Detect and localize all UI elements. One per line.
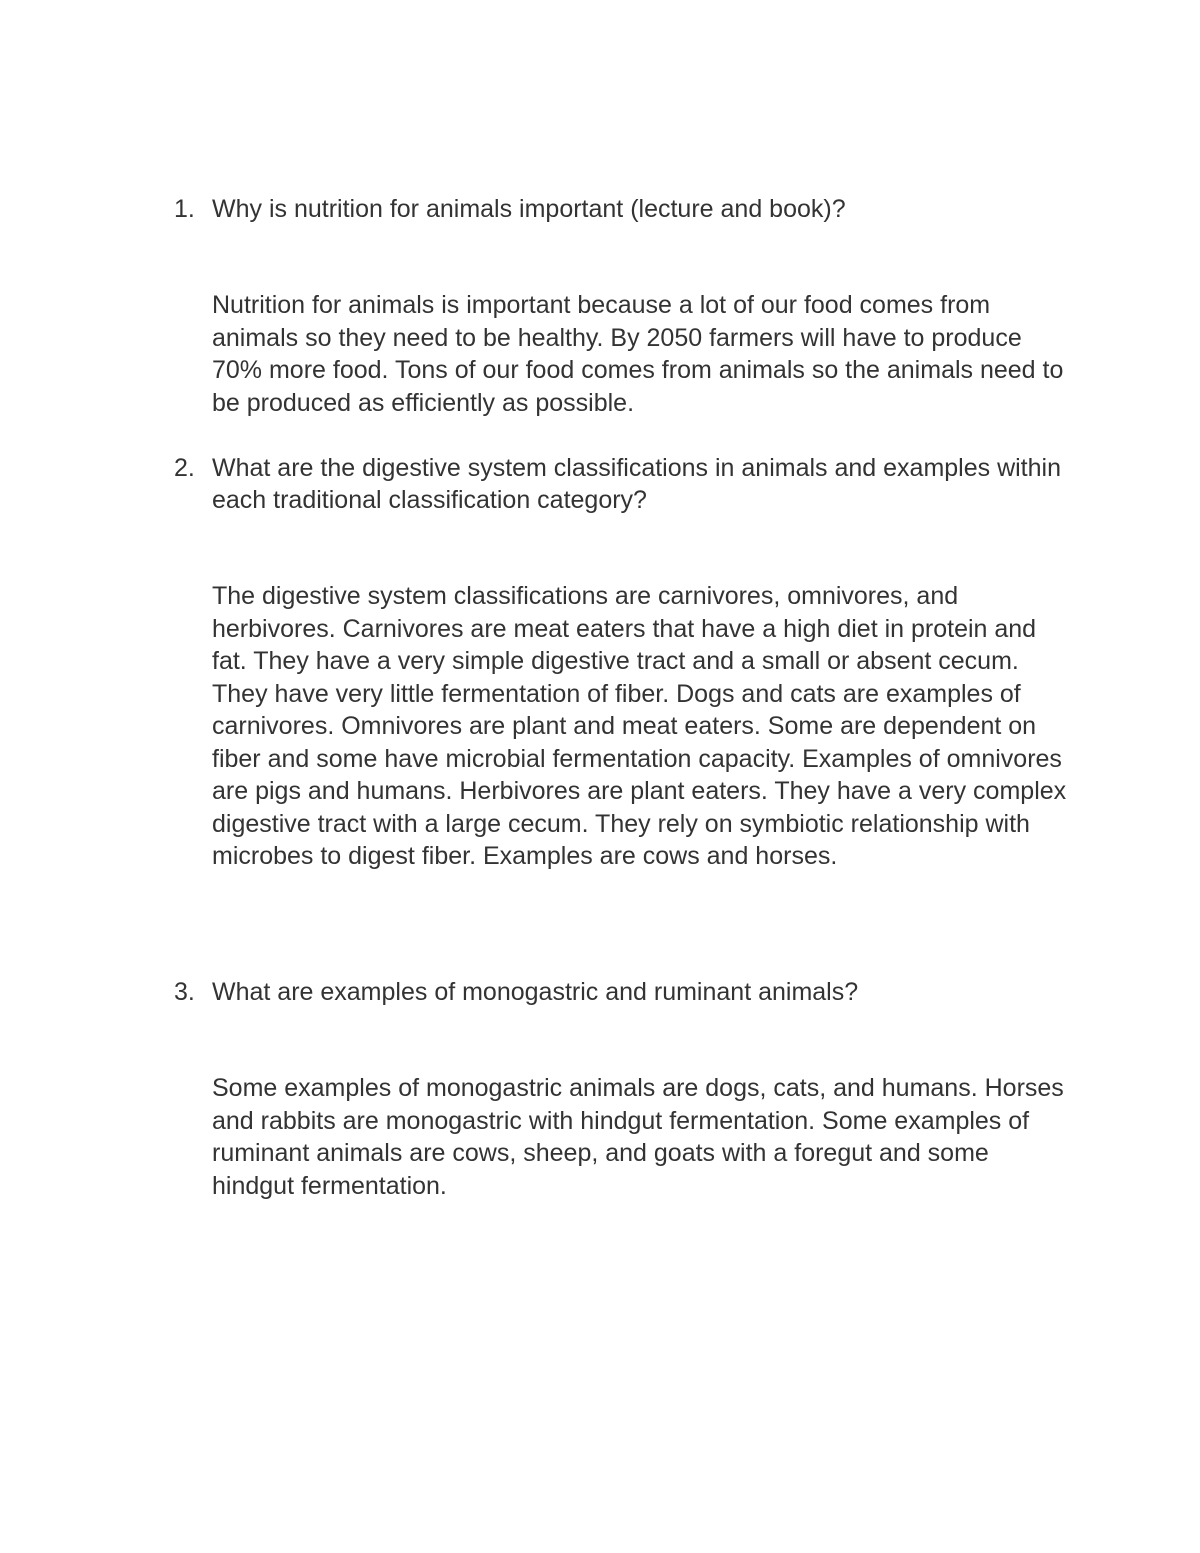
- question-number: 2.: [174, 454, 195, 482]
- question-text: Why is nutrition for animals important (lecture and book)?: [212, 195, 846, 223]
- question-number: 3.: [174, 978, 195, 1006]
- question-text: What are examples of monogastric and ruminant animals?: [212, 978, 859, 1006]
- question-3: [174, 976, 1074, 1008]
- question-block-1: [174, 193, 1074, 419]
- answer-1: Nutrition for animals is important because a lot of our food comes from animals so they need to be healthy. By 2050 farmers will have to produce 70% more food. Tons of our food comes from animals so the animals need to be produced as efficiently as possible.: [212, 291, 1064, 417]
- question-text: What are the digestive system classifications in animals and examples within each traditional classification category?: [212, 454, 1061, 514]
- question-2: [174, 452, 1074, 516]
- answer-2: The digestive system classifications are carnivores, omnivores, and herbivores. Carnivores are meat eaters that have a high diet in protein and fat. They have a very simple digestive tract and a small or absent cecum. They have very little fermentation of fiber. Dogs and cats are examples of carnivores. Omnivores are plant and meat eaters. Some are dependent on fiber and some have microbial fermentation capacity. Examples of omnivores are pigs and humans. Herbivores are plant eaters. They have a very complex digestive tract with a large cecum. They rely on symbiotic relationship with microbes to digest fiber. Examples are cows and horses.: [212, 582, 1067, 870]
- question-block-2: [174, 452, 1074, 873]
- question-1: [174, 193, 1074, 225]
- question-number: 1.: [174, 195, 195, 223]
- answer-3: Some examples of monogastric animals are dogs, cats, and humans. Horses and rabbits are monogastric with hindgut fermentation. Some examples of ruminant animals are cows, sheep, and goats with a foregut and some hindgut fermentation.: [212, 1074, 1064, 1200]
- question-block-3: [174, 976, 1074, 1202]
